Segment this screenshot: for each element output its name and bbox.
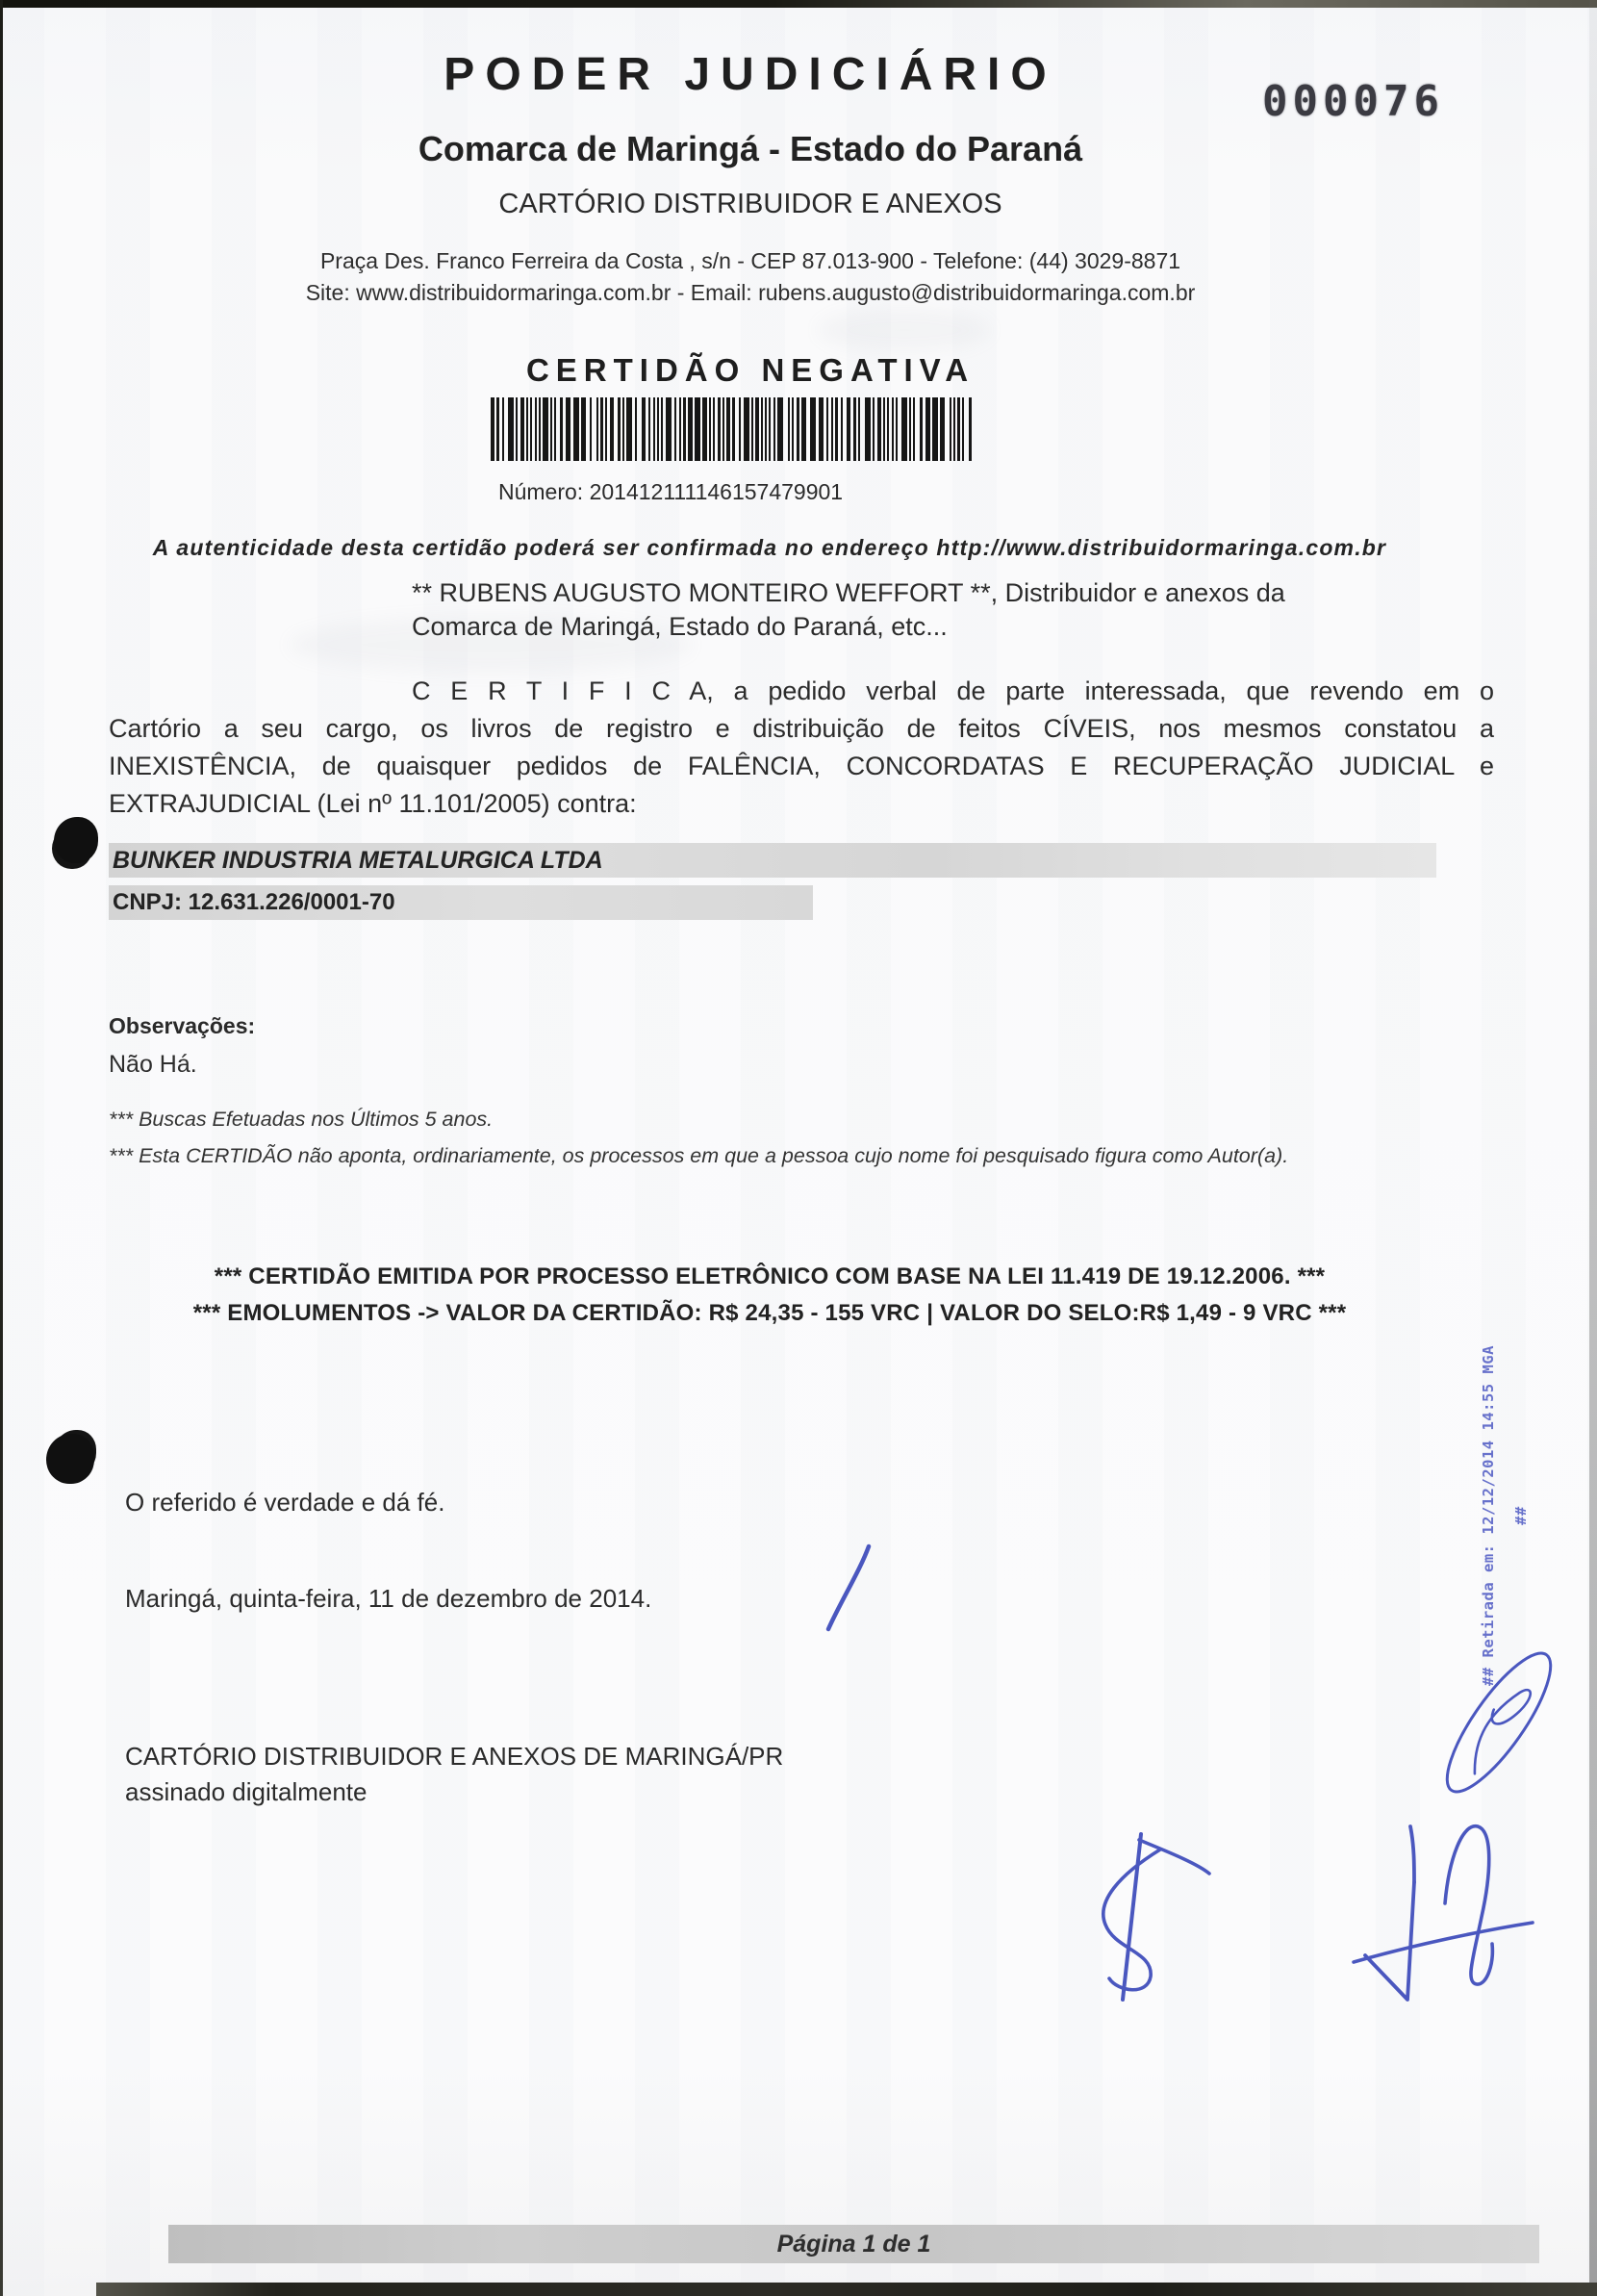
- signature-mark-right: [1354, 1826, 1533, 2000]
- protocol-stamp-number: 000076: [1262, 77, 1444, 126]
- date-line: Maringá, quinta-feira, 11 de dezembro de 2014.: [125, 1584, 652, 1613]
- scan-edge-bottom: [96, 2283, 1597, 2296]
- signed-digitally-line: assinado digitalmente: [125, 1777, 368, 1806]
- observations-value: Não Há.: [109, 1051, 197, 1078]
- office-name: CARTÓRIO DISTRIBUIDOR E ANEXOS: [498, 189, 1002, 219]
- subject-name: BUNKER INDUSTRIA METALURGICA LTDA: [109, 843, 1436, 878]
- issuer-line-2: Comarca de Maringá, Estado do Paraná, etc...: [412, 612, 948, 641]
- barcode-icon: [491, 397, 972, 461]
- subject-cnpj: CNPJ: 12.631.226/0001-70: [109, 885, 813, 920]
- retrieval-stamp: ## Retirada em: 12/12/2014 14:55 MGA ##: [1480, 1345, 1530, 1686]
- certificate-title: CERTIDÃO NEGATIVA: [525, 352, 976, 388]
- emission-fees-line: *** EMOLUMENTOS -> VALOR DA CERTIDÃO: R$ 24,35 - 155 VRC | VALOR DO SELO:R$ 1,49 - 9 VRC ***: [192, 1300, 1347, 1326]
- ink-dot-top: [54, 817, 98, 863]
- certificate-number: Número: 201412111146157479901: [498, 479, 844, 504]
- certify-paragraph: [109, 673, 1494, 823]
- certify-line: Cartório a seu cargo, os livros de registro e distribuição de feitos CÍVEIS, nos mesmos constatou a: [109, 714, 1494, 743]
- scan-edge-left: [0, 0, 3, 2296]
- authenticity-note: A autenticidade desta certidão poderá ser confirmada no endereço http://www.distribuidormaringa.com.br: [152, 535, 1387, 560]
- page-title: PODER JUDICIÁRIO: [444, 49, 1057, 100]
- footer-page-label: Página 1 de 1: [168, 2225, 1539, 2263]
- comarca-subtitle: Comarca de Maringá - Estado do Paraná: [418, 129, 1083, 168]
- truth-line: O referido é verdade e dá fé.: [125, 1488, 445, 1517]
- signature-mark-left: [1103, 1834, 1209, 2000]
- certify-line: C E R T I F I C A, a pedido verbal de parte interessada, que revendo em o: [412, 676, 1494, 705]
- pen-slash-mark: [828, 1546, 869, 1629]
- ink-dot-bottom: [46, 1434, 94, 1484]
- note-searches: *** Buscas Efetuadas nos Últimos 5 anos.: [109, 1108, 494, 1131]
- scan-smudge: [818, 308, 991, 352]
- scan-edge-top: [0, 0, 1597, 8]
- closing-office-line: CARTÓRIO DISTRIBUIDOR E ANEXOS DE MARINGÁ/PR: [125, 1742, 784, 1771]
- certify-line: INEXISTÊNCIA, de quaisquer pedidos de FALÊNCIA, CONCORDATAS E RECUPERAÇÃO JUDICIAL e: [109, 752, 1494, 780]
- certify-line: EXTRAJUDICIAL (Lei nº 11.101/2005) contra:: [109, 789, 637, 818]
- issuer-line-1: ** RUBENS AUGUSTO MONTEIRO WEFFORT **, Distribuidor e anexos da: [412, 578, 1285, 607]
- emission-law-line: *** CERTIDÃO EMITIDA POR PROCESSO ELETRÔNICO COM BASE NA LEI 11.419 DE 19.12.2006. ***: [214, 1263, 1326, 1289]
- scan-edge-right: [1589, 0, 1597, 2296]
- office-address: Praça Des. Franco Ferreira da Costa , s/n - CEP 87.013-900 - Telefone: (44) 3029-8871: [319, 248, 1181, 273]
- observations-label: Observações:: [109, 1013, 256, 1038]
- note-scope: *** Esta CERTIDÃO não aponta, ordinariamente, os processos em que a pessoa cujo nome foi pesquisado figura como Autor(a).: [109, 1144, 1289, 1167]
- office-contacts: Site: www.distribuidormaringa.com.br - Email: rubens.augusto@distribuidormaringa.com.br: [305, 280, 1196, 305]
